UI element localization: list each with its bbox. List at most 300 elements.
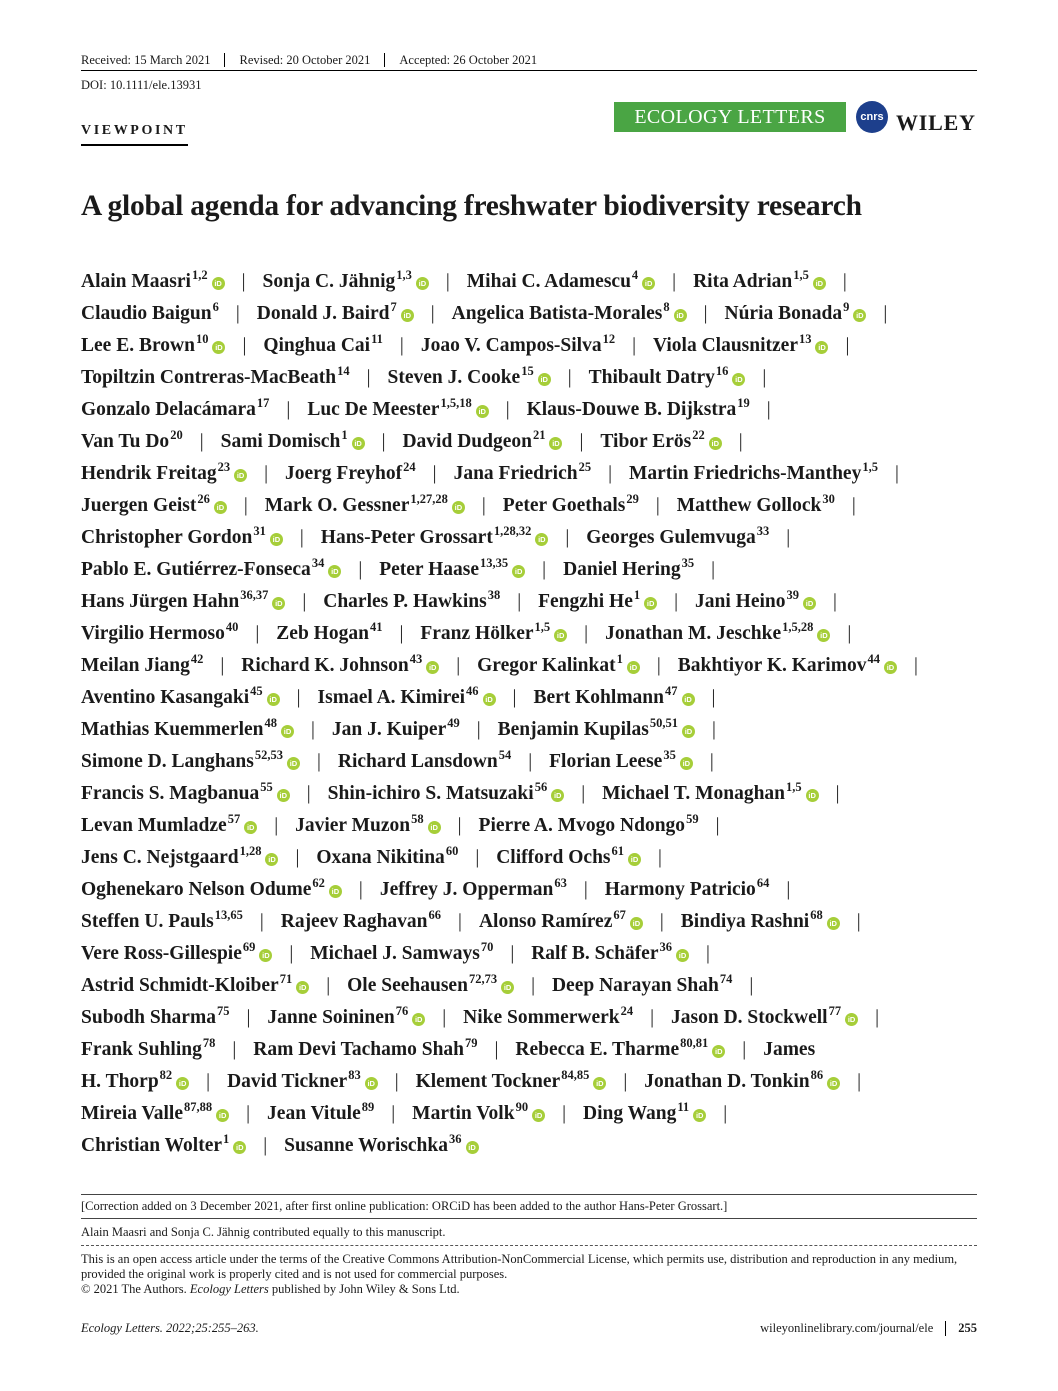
affiliation-superscript: 61 [611, 844, 625, 858]
affiliation-superscript: 46 [466, 684, 479, 698]
author-separator: | [246, 1007, 251, 1028]
author-separator: | [263, 1135, 268, 1156]
citation: Ecology Letters. 2022;25:255–263. [81, 1321, 259, 1335]
author [81, 1068, 189, 1092]
orcid-icon[interactable]: iD [815, 341, 828, 354]
author-line [81, 522, 991, 554]
author [81, 972, 309, 996]
author [605, 620, 830, 644]
author [81, 364, 350, 388]
orcid-icon[interactable]: iD [644, 597, 657, 610]
author-name: Sami Domisch [220, 431, 341, 452]
author [81, 844, 278, 868]
author-separator: | [579, 431, 584, 452]
orcid-icon[interactable]: iD [535, 533, 548, 546]
orcid-icon[interactable]: iD [512, 565, 525, 578]
orcid-icon[interactable]: iD [476, 405, 489, 418]
orcid-icon[interactable]: iD [803, 597, 816, 610]
orcid-icon[interactable]: iD [401, 309, 414, 322]
author-separator: | [430, 303, 435, 324]
author-line [81, 554, 991, 586]
orcid-icon[interactable]: iD [676, 949, 689, 962]
author-name: Lee E. Brown [81, 335, 195, 356]
orcid-icon[interactable]: iD [426, 661, 439, 674]
author-name: Viola Clausnitzer [653, 335, 798, 356]
author-name: Zeb Hogan [276, 623, 369, 644]
orcid-icon[interactable]: iD [281, 725, 294, 738]
affiliation-superscript: 54 [498, 748, 512, 762]
affiliation-superscript: 14 [337, 364, 350, 378]
author-line [81, 394, 991, 426]
section-label: VIEWPOINT [81, 123, 188, 146]
author-name: Ding Wang [582, 1103, 677, 1124]
orcid-icon[interactable]: iD [551, 789, 564, 802]
author-separator: | [235, 303, 240, 324]
author-name: Angelica Batista-Morales [451, 303, 663, 324]
orcid-icon[interactable]: iD [234, 469, 247, 482]
author-name: Richard Lansdown [337, 751, 498, 772]
author-separator: | [220, 655, 225, 676]
orcid-icon[interactable]: iD [428, 821, 441, 834]
author-separator: | [542, 559, 547, 580]
affiliation-superscript: 56 [534, 780, 548, 794]
affiliation-superscript: 83 [348, 1068, 361, 1082]
author [227, 1068, 378, 1092]
author-name: Janne Soininen [267, 1007, 395, 1028]
author [81, 396, 270, 420]
affiliation-superscript: 24 [403, 460, 416, 474]
affiliation-superscript: 7 [390, 300, 397, 314]
orcid-icon[interactable]: iD [296, 981, 309, 994]
author-name: Mark O. Gessner [264, 495, 410, 516]
affiliation-superscript: 75 [216, 1004, 230, 1018]
author-line [81, 618, 991, 650]
author-separator: | [432, 463, 437, 484]
orcid-icon[interactable]: iD [709, 437, 722, 450]
author [763, 1039, 815, 1060]
author [420, 332, 616, 356]
author-separator: | [494, 1039, 499, 1060]
author [420, 620, 567, 644]
author-name: Jan J. Kuiper [331, 719, 447, 740]
author-name: Bert Kohlmann [533, 687, 665, 708]
author-separator: | [715, 815, 720, 836]
author-line [81, 842, 991, 874]
author-separator: | [857, 1071, 861, 1092]
author-line [81, 1066, 991, 1098]
affiliation-superscript: 66 [428, 908, 442, 922]
affiliation-superscript: 44 [867, 652, 880, 666]
author-separator: | [246, 1103, 251, 1124]
affiliation-superscript: 13 [798, 332, 812, 346]
orcid-icon[interactable]: iD [452, 501, 465, 514]
affiliation-superscript: 55 [260, 780, 273, 794]
author-separator: | [475, 847, 480, 868]
article-title: A global agenda for advancing freshwater biodiversity research [81, 190, 862, 222]
author [81, 556, 341, 580]
author [307, 396, 488, 420]
author-line [81, 362, 991, 394]
orcid-icon[interactable]: iD [176, 1077, 189, 1090]
affiliation-superscript: 86 [810, 1068, 824, 1082]
author [280, 908, 442, 932]
orcid-icon[interactable]: iD [682, 693, 695, 706]
author [531, 940, 689, 964]
author [81, 268, 225, 292]
orcid-icon[interactable]: iD [244, 821, 257, 834]
author-separator: | [842, 271, 847, 292]
author-name: Ram Devi Tachamo Shah [253, 1039, 465, 1060]
orcid-icon[interactable]: iD [712, 1045, 725, 1058]
author-separator: | [706, 943, 710, 964]
affiliation-superscript: 11 [371, 332, 383, 346]
affiliation-superscript: 36 [659, 940, 672, 954]
affiliation-superscript: 1 [616, 652, 623, 666]
orcid-icon[interactable]: iD [214, 501, 227, 514]
affiliation-superscript: 1 [633, 588, 641, 602]
author-separator: | [296, 687, 301, 708]
author-list [81, 266, 991, 1162]
orcid-icon[interactable]: iD [501, 981, 514, 994]
affiliation-superscript: 59 [686, 812, 699, 826]
orcid-icon[interactable]: iD [845, 1013, 858, 1026]
author-name: Qinghua Cai [263, 335, 371, 356]
affiliation-superscript: 72,73 [468, 972, 498, 986]
author-line [81, 874, 991, 906]
author-line [81, 330, 991, 362]
author [463, 1004, 634, 1028]
author [276, 620, 383, 644]
author [379, 556, 525, 580]
affiliation-superscript: 1,5 [862, 460, 878, 474]
author-separator: | [358, 559, 363, 580]
affiliation-superscript: 60 [445, 844, 459, 858]
author-name: Mireia Valle [81, 1103, 184, 1124]
author-name: Deep Narayan Shah [551, 975, 719, 996]
affiliation-superscript: 36 [449, 1132, 462, 1146]
author [262, 268, 429, 292]
author-name: Sonja C. Jähnig [262, 271, 396, 292]
author [497, 716, 695, 740]
author-name: Hans Jürgen Hahn [81, 591, 240, 612]
affiliation-superscript: 10 [195, 332, 209, 346]
author-line [81, 1098, 991, 1130]
author-name: Jens C. Nejstgaard [81, 847, 239, 868]
orcid-icon[interactable]: iD [682, 725, 695, 738]
author-name: Alain Maasri [81, 271, 191, 292]
author-separator: | [295, 847, 300, 868]
affiliation-superscript: 1,5 [793, 268, 809, 282]
orcid-icon[interactable]: iD [884, 661, 897, 674]
affiliation-superscript: 71 [279, 972, 293, 986]
author-name: Martin Friedrichs-Manthey [629, 463, 862, 484]
wiley-logo: WILEY [896, 110, 976, 135]
author-separator: | [255, 623, 260, 644]
author [81, 652, 204, 676]
orcid-icon[interactable]: iD [483, 693, 496, 706]
front-matter-notes [81, 1194, 977, 1297]
affiliation-superscript: 20 [170, 428, 183, 442]
author-separator: | [399, 335, 404, 356]
author-separator: | [875, 1007, 879, 1028]
affiliation-superscript: 4 [631, 268, 639, 282]
author [502, 492, 639, 516]
author-separator: | [358, 879, 363, 900]
author-name: Jonathan D. Tonkin [644, 1071, 810, 1092]
author-name: Daniel Hering [563, 559, 681, 580]
affiliation-superscript: 41 [369, 620, 383, 634]
orcid-icon[interactable]: iD [265, 853, 278, 866]
author-line [81, 682, 991, 714]
author-name: Subodh Sharma [81, 1007, 216, 1028]
author-name: Jana Friedrich [453, 463, 578, 484]
journal-url[interactable]: wileyonlinelibrary.com/journal/ele [760, 1321, 934, 1335]
affiliation-superscript: 19 [737, 396, 750, 410]
affiliation-superscript: 34 [311, 556, 325, 570]
affiliation-superscript: 78 [202, 1036, 216, 1050]
orcid-icon[interactable]: iD [693, 1109, 706, 1122]
copyright-prefix: © 2021 The Authors. [81, 1282, 190, 1296]
orcid-icon[interactable]: iD [352, 437, 365, 450]
orcid-icon[interactable]: iD [412, 1013, 425, 1026]
author [653, 332, 828, 356]
orcid-icon[interactable]: iD [259, 949, 272, 962]
author-name: Hans-Peter Grossart [320, 527, 493, 548]
orcid-icon[interactable]: iD [365, 1077, 378, 1090]
author-separator: | [656, 655, 661, 676]
author-separator: | [655, 495, 660, 516]
orcid-icon[interactable]: iD [554, 629, 567, 642]
author-name: Peter Goethals [502, 495, 626, 516]
orcid-icon[interactable]: iD [674, 309, 687, 322]
author-name: Pierre A. Mvogo Ndongo [478, 815, 686, 836]
author-separator: | [274, 815, 279, 836]
affiliation-superscript: 80,81 [680, 1036, 709, 1050]
orcid-icon[interactable]: iD [813, 277, 826, 290]
author-name: Topiltzin Contreras-MacBeath [81, 367, 337, 388]
author [629, 460, 878, 484]
orcid-icon[interactable]: iD [329, 885, 342, 898]
author-separator: | [311, 719, 315, 740]
affiliation-superscript: 26 [197, 492, 210, 506]
author-separator: | [742, 1039, 747, 1060]
author [538, 588, 657, 612]
orcid-icon[interactable]: iD [806, 789, 819, 802]
author-name: Mihai C. Adamescu [466, 271, 631, 292]
doi: DOI: 10.1111/ele.13931 [81, 78, 202, 92]
orcid-icon[interactable]: iD [853, 309, 866, 322]
affiliation-superscript: 77 [828, 1004, 842, 1018]
affiliation-superscript: 40 [225, 620, 239, 634]
author-name: Steffen U. Pauls [81, 911, 214, 932]
author [264, 492, 465, 516]
author [695, 588, 816, 612]
author [81, 780, 290, 804]
author-name: Van Tu Do [81, 431, 170, 452]
author-name: Juergen Geist [81, 495, 197, 516]
orcid-icon[interactable]: iD [272, 597, 285, 610]
author-name: Klement Tockner [415, 1071, 561, 1092]
orcid-icon[interactable]: iD [628, 853, 641, 866]
author [453, 460, 592, 484]
author-separator: | [674, 591, 679, 612]
author [724, 300, 867, 324]
author-name: Núria Bonada [724, 303, 843, 324]
author-name: David Dudgeon [402, 431, 532, 452]
affiliation-superscript: 16 [715, 364, 729, 378]
orcid-icon[interactable]: iD [680, 757, 693, 770]
author-separator: | [512, 687, 517, 708]
author-separator: | [738, 431, 743, 452]
affiliation-superscript: 67 [613, 908, 626, 922]
orcid-icon[interactable]: iD [630, 917, 643, 930]
author-name: Georges Gulemvuga [586, 527, 756, 548]
orcid-icon[interactable]: iD [827, 1077, 840, 1090]
author-name: Claudio Baigun [81, 303, 212, 324]
orcid-icon[interactable]: iD [216, 1109, 229, 1122]
author [81, 428, 183, 452]
author [551, 972, 733, 996]
author [320, 524, 549, 548]
affiliation-superscript: 64 [756, 876, 770, 890]
author [81, 460, 247, 484]
affiliation-superscript: 31 [253, 524, 266, 538]
affiliation-superscript: 1,28 [239, 844, 262, 858]
author [253, 1036, 478, 1060]
author-line [81, 650, 991, 682]
author-separator: | [583, 879, 588, 900]
orcid-icon[interactable]: iD [642, 277, 655, 290]
author [477, 652, 640, 676]
orcid-icon[interactable]: iD [212, 341, 225, 354]
author-name: Shin-ichiro S. Matsuzaki [327, 783, 534, 804]
author [582, 1100, 706, 1124]
affiliation-superscript: 89 [361, 1100, 375, 1114]
author-line [81, 746, 991, 778]
affiliation-superscript: 57 [227, 812, 241, 826]
author-separator: | [786, 527, 791, 548]
author-separator: | [623, 1071, 628, 1092]
affiliation-superscript: 9 [843, 300, 850, 314]
author-name: Javier Muzon [295, 815, 411, 836]
accepted-date: Accepted: 26 October 2021 [384, 53, 551, 67]
author-separator: | [316, 751, 321, 772]
author-name: Matthew Gollock [676, 495, 822, 516]
affiliation-superscript: 25 [578, 460, 592, 474]
author-separator: | [659, 911, 664, 932]
orcid-icon[interactable]: iD [277, 789, 290, 802]
orcid-icon[interactable]: iD [827, 917, 840, 930]
affiliation-superscript: 8 [663, 300, 670, 314]
author [588, 364, 746, 388]
orcid-icon[interactable]: iD [549, 437, 562, 450]
author-separator: | [711, 687, 716, 708]
author-separator: | [445, 271, 450, 292]
author-separator: | [243, 495, 248, 516]
cnrs-logo: cnrs [856, 101, 888, 133]
affiliation-superscript: 74 [719, 972, 733, 986]
author [693, 268, 826, 292]
author [533, 684, 694, 708]
author-separator: | [391, 1103, 396, 1124]
author [241, 652, 439, 676]
author [415, 1068, 607, 1092]
author-name: Hendrik Freitag [81, 463, 217, 484]
author-name: Mathias Kuemmerlen [81, 719, 264, 740]
author-name: Christian Wolter [81, 1135, 223, 1156]
author [402, 428, 562, 452]
affiliation-superscript: 58 [411, 812, 424, 826]
author-line [81, 426, 991, 458]
author-separator: | [786, 879, 791, 900]
affiliation-superscript: 52,53 [254, 748, 283, 762]
author [81, 524, 283, 548]
author-name: Virgilio Hermoso [81, 623, 225, 644]
author-name: Michael T. Monaghan [602, 783, 786, 804]
author-line [81, 1034, 991, 1066]
author [478, 908, 643, 932]
orcid-icon[interactable]: iD [328, 565, 341, 578]
orcid-icon[interactable]: iD [270, 533, 283, 546]
affiliation-superscript: 49 [447, 716, 460, 730]
author-name: Fengzhi He [538, 591, 633, 612]
author-name: Jonathan M. Jeschke [605, 623, 782, 644]
copyright-journal: Ecology Letters [189, 1282, 269, 1296]
author [263, 332, 383, 356]
orcid-icon[interactable]: iD [817, 629, 830, 642]
author-separator: | [199, 431, 204, 452]
affiliation-superscript: 42 [190, 652, 204, 666]
affiliation-superscript: 1,3 [396, 268, 412, 282]
affiliation-superscript: 87,88 [184, 1100, 213, 1114]
orcid-icon[interactable]: iD [416, 277, 429, 290]
affiliation-superscript: 35 [663, 748, 676, 762]
author-line [81, 458, 991, 490]
orcid-icon[interactable]: iD [466, 1141, 479, 1154]
page-footer [81, 1321, 977, 1336]
affiliation-superscript: 1,5 [786, 780, 802, 794]
author-name: Nike Sommerwerk [463, 1007, 620, 1028]
affiliation-superscript: 15 [521, 364, 534, 378]
orcid-icon[interactable]: iD [267, 693, 280, 706]
author-name: Rita Adrian [693, 271, 793, 292]
orcid-icon[interactable]: iD [538, 373, 551, 386]
orcid-icon[interactable]: iD [287, 757, 300, 770]
author [412, 1100, 545, 1124]
orcid-icon[interactable]: iD [627, 661, 640, 674]
author-separator: | [510, 943, 515, 964]
author-separator: | [456, 655, 461, 676]
author-name: Aventino Kasangaki [81, 687, 250, 708]
author [81, 684, 280, 708]
orcid-icon[interactable]: iD [732, 373, 745, 386]
orcid-icon[interactable]: iD [593, 1077, 606, 1090]
affiliation-superscript: 1,2 [191, 268, 208, 282]
orcid-icon[interactable]: iD [233, 1141, 246, 1154]
author [602, 780, 819, 804]
author-separator: | [913, 655, 918, 676]
author-separator: | [894, 463, 899, 484]
author-separator: | [883, 303, 888, 324]
author-separator: | [232, 1039, 237, 1060]
author-name: Simone D. Langhans [81, 751, 254, 772]
orcid-icon[interactable]: iD [212, 277, 225, 290]
orcid-icon[interactable]: iD [532, 1109, 545, 1122]
author [563, 556, 695, 580]
affiliation-superscript: 1 [341, 428, 348, 442]
author-name: Bindiya Rashni [680, 911, 810, 932]
author-name: Richard K. Johnson [241, 655, 409, 676]
